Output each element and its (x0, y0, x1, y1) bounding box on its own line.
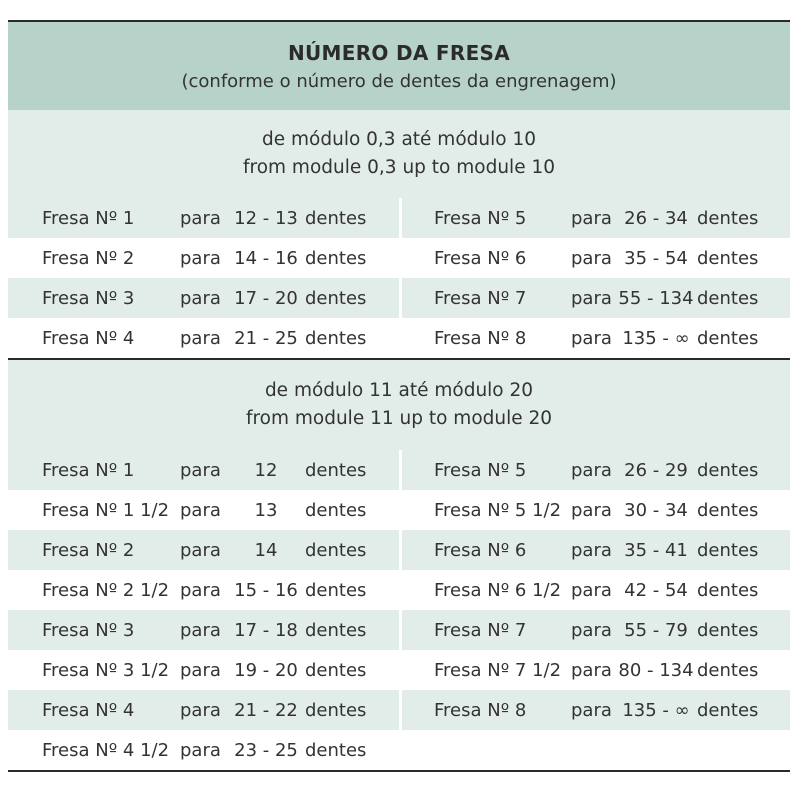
teeth-range-right: 30 - 34 (624, 499, 688, 521)
dentes-left: dentes (305, 659, 367, 681)
teeth-range-left: 12 (254, 459, 278, 481)
cutter-name-right: Fresa Nº 5 1/2 (434, 499, 562, 521)
teeth-range-right: 35 - 54 (624, 247, 688, 269)
dentes-right: dentes (697, 579, 759, 601)
dentes-left: dentes (305, 287, 367, 309)
cutter-name-right: Fresa Nº 7 (434, 287, 527, 309)
cutter-name-right: Fresa Nº 6 (434, 247, 527, 269)
table-row (8, 650, 790, 690)
para-left: para (180, 207, 221, 229)
teeth-range-right: 26 - 29 (624, 459, 688, 481)
para-left: para (180, 579, 221, 601)
para-left: para (180, 739, 221, 761)
teeth-range-left: 17 - 18 (234, 619, 298, 641)
column-gap (399, 278, 402, 318)
teeth-range-right: 26 - 34 (624, 207, 688, 229)
table-row (8, 198, 790, 238)
teeth-range-left: 19 - 20 (234, 659, 298, 681)
cutter-name-right: Fresa Nº 7 1/2 (434, 659, 562, 681)
table-bottom-border (8, 770, 790, 772)
para-right: para (571, 499, 612, 521)
cutter-name-right: Fresa Nº 5 (434, 459, 527, 481)
cutter-name-left: Fresa Nº 1 (42, 207, 135, 229)
para-left: para (180, 247, 221, 269)
dentes-left: dentes (305, 699, 367, 721)
cutter-name-right: Fresa Nº 6 (434, 539, 527, 561)
table-row (8, 530, 790, 570)
teeth-range-left: 21 - 22 (234, 699, 298, 721)
column-gap (399, 198, 402, 238)
dentes-left: dentes (305, 207, 367, 229)
teeth-range-left: 17 - 20 (234, 287, 298, 309)
para-left: para (180, 459, 221, 481)
dentes-right: dentes (697, 207, 759, 229)
dentes-left: dentes (305, 459, 367, 481)
section1-rows (8, 198, 790, 358)
para-right: para (571, 207, 612, 229)
para-left: para (180, 499, 221, 521)
table-row (8, 690, 790, 730)
section2-rows (8, 450, 790, 770)
teeth-range-left: 21 - 25 (234, 327, 298, 349)
cutter-name-left: Fresa Nº 2 (42, 247, 135, 269)
para-left: para (180, 287, 221, 309)
column-gap (399, 530, 402, 570)
dentes-right: dentes (697, 499, 759, 521)
cutter-name-right: Fresa Nº 8 (434, 699, 527, 721)
dentes-left: dentes (305, 247, 367, 269)
para-right: para (571, 539, 612, 561)
para-left: para (180, 327, 221, 349)
dentes-left: dentes (305, 619, 367, 641)
cutter-name-left: Fresa Nº 2 1/2 (42, 579, 170, 601)
teeth-range-right: 35 - 41 (624, 539, 688, 561)
cutter-number-table (8, 20, 790, 772)
para-right: para (571, 659, 612, 681)
para-left: para (180, 699, 221, 721)
dentes-left: dentes (305, 327, 367, 349)
dentes-right: dentes (697, 659, 759, 681)
para-right: para (571, 619, 612, 641)
dentes-left: dentes (305, 499, 367, 521)
para-right: para (571, 247, 612, 269)
teeth-range-right: 80 - 134 (618, 659, 694, 681)
table-header (8, 22, 790, 110)
table-row (8, 730, 790, 770)
cutter-name-left: Fresa Nº 3 (42, 619, 135, 641)
teeth-range-right: 135 - ∞ (622, 699, 690, 721)
cutter-name-left: Fresa Nº 3 (42, 287, 135, 309)
para-right: para (571, 579, 612, 601)
teeth-range-right: 55 - 79 (624, 619, 688, 641)
table-row (8, 490, 790, 530)
para-left: para (180, 539, 221, 561)
section1-heading (8, 110, 790, 198)
cutter-name-left: Fresa Nº 1 1/2 (42, 499, 170, 521)
para-right: para (571, 699, 612, 721)
dentes-left: dentes (305, 579, 367, 601)
section1-heading-en: from module 0,3 up to module 10 (243, 157, 555, 178)
cutter-name-left: Fresa Nº 4 1/2 (42, 739, 170, 761)
cutter-name-left: Fresa Nº 4 (42, 327, 135, 349)
para-right: para (571, 327, 612, 349)
dentes-right: dentes (697, 327, 759, 349)
dentes-left: dentes (305, 539, 367, 561)
dentes-right: dentes (697, 247, 759, 269)
dentes-left: dentes (305, 739, 367, 761)
cutter-name-left: Fresa Nº 1 (42, 459, 135, 481)
table-title: NÚMERO DA FRESA (287, 40, 511, 65)
section2-heading (8, 360, 790, 450)
teeth-range-left: 23 - 25 (234, 739, 298, 761)
dentes-right: dentes (697, 459, 759, 481)
dentes-right: dentes (697, 287, 759, 309)
para-right: para (571, 459, 612, 481)
section1-heading-pt: de módulo 0,3 até módulo 10 (262, 129, 536, 150)
cutter-name-right: Fresa Nº 8 (434, 327, 527, 349)
teeth-range-right: 55 - 134 (618, 287, 694, 309)
teeth-range-left: 14 (254, 539, 278, 561)
teeth-range-right: 135 - ∞ (622, 327, 690, 349)
dentes-right: dentes (697, 619, 759, 641)
para-left: para (180, 659, 221, 681)
cutter-name-left: Fresa Nº 3 1/2 (42, 659, 170, 681)
teeth-range-left: 15 - 16 (234, 579, 298, 601)
section2-heading-pt: de módulo 11 até módulo 20 (264, 380, 534, 401)
teeth-range-left: 13 (254, 499, 278, 521)
column-gap (399, 450, 402, 490)
table-row (8, 318, 790, 358)
column-gap (399, 610, 402, 650)
table-row (8, 238, 790, 278)
cutter-name-right: Fresa Nº 5 (434, 207, 527, 229)
dentes-right: dentes (697, 539, 759, 561)
teeth-range-right: 42 - 54 (624, 579, 688, 601)
teeth-range-left: 12 - 13 (234, 207, 298, 229)
table-row (8, 278, 790, 318)
table-row (8, 610, 790, 650)
cutter-name-left: Fresa Nº 2 (42, 539, 135, 561)
table-row (8, 570, 790, 610)
column-gap (399, 690, 402, 730)
cutter-name-right: Fresa Nº 7 (434, 619, 527, 641)
table-row (8, 450, 790, 490)
teeth-range-left: 14 - 16 (234, 247, 298, 269)
section2-heading-en: from module 11 up to module 20 (245, 408, 553, 429)
cutter-name-left: Fresa Nº 4 (42, 699, 135, 721)
para-right: para (571, 287, 612, 309)
cutter-name-right: Fresa Nº 6 1/2 (434, 579, 562, 601)
para-left: para (180, 619, 221, 641)
dentes-right: dentes (697, 699, 759, 721)
table-subtitle: (conforme o número de dentes da engrenagem) (181, 70, 617, 92)
